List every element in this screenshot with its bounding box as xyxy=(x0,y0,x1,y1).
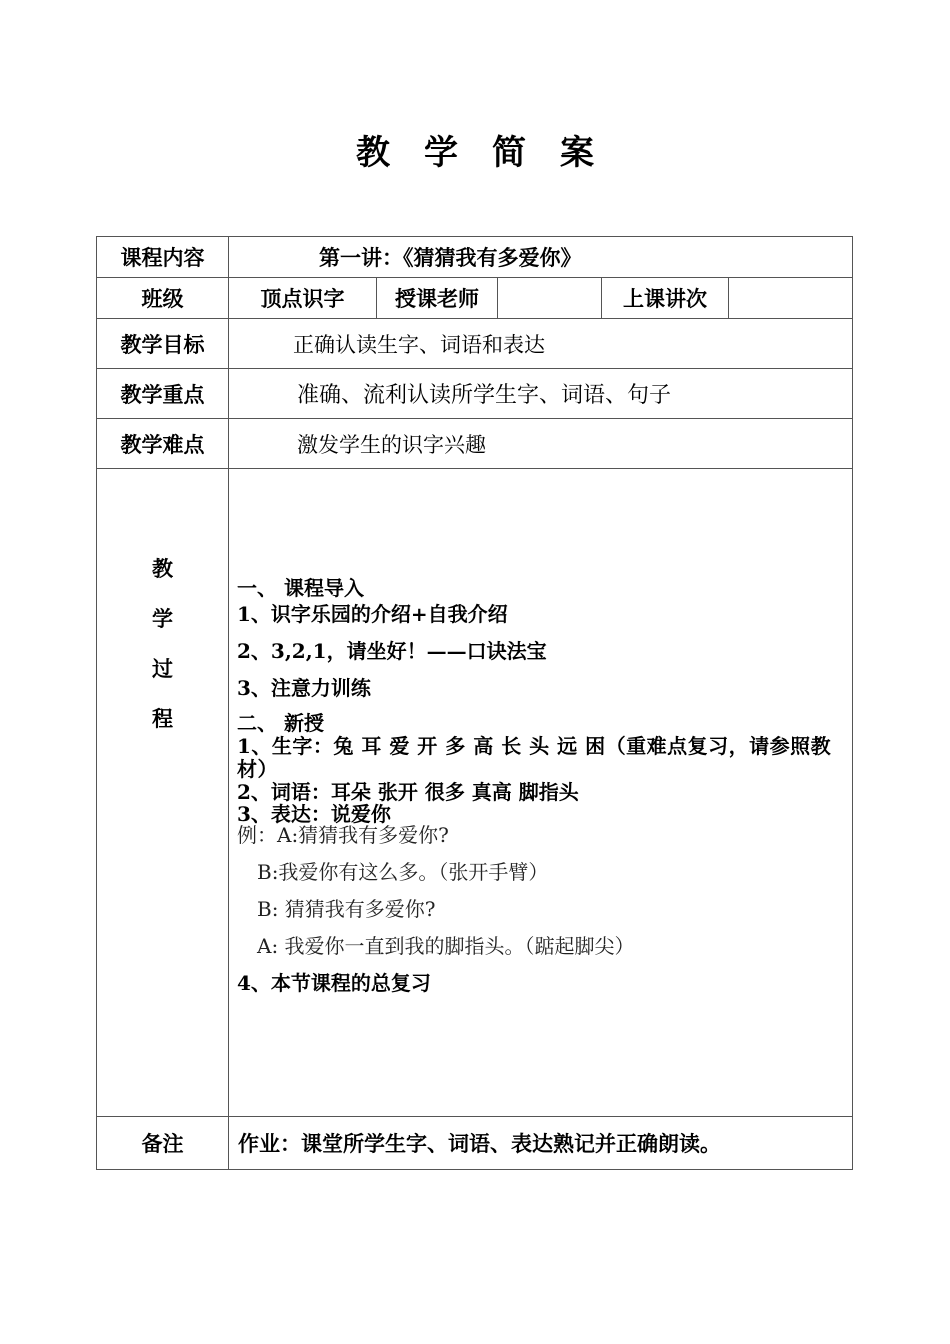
process-label-char: 程 xyxy=(152,706,173,731)
process-item: 3、表达：说爱你 xyxy=(237,802,391,826)
title-char: 学 xyxy=(424,133,458,173)
process-label-char: 过 xyxy=(152,656,173,681)
process-item: 1、识字乐园的介绍+自我介绍 xyxy=(237,602,508,626)
course-content-value: 第一讲：《猜猜我有多爱你》 xyxy=(228,237,852,277)
title-char: 教 xyxy=(356,133,390,173)
teaching-focus-label: 教学重点 xyxy=(120,381,205,407)
class-label: 班级 xyxy=(141,286,184,311)
teaching-goal-value: 正确认读生字、词语和表达 xyxy=(228,319,852,368)
example-line: B:我爱你有这么多。（张开手臂） xyxy=(257,860,549,884)
example-line: 例：A:猜猜我有多爱你? xyxy=(237,823,449,847)
example-line: B: 猜猜我有多爱你? xyxy=(257,897,436,921)
session-label: 上课讲次 xyxy=(601,278,728,318)
row-class-info xyxy=(97,278,852,319)
process-section-heading: 一、 课程导入 xyxy=(237,576,364,600)
teaching-process-content xyxy=(237,577,849,995)
remark-label: 备注 xyxy=(141,1131,184,1156)
title-char: 简 xyxy=(492,133,526,173)
process-item: 2、词语：耳朵 张开 很多 真高 脚指头 xyxy=(237,780,579,804)
example-line: A: 我爱你一直到我的脚指头。（踮起脚尖） xyxy=(257,934,635,958)
course-content-label: 课程内容 xyxy=(120,245,205,270)
teacher-value xyxy=(497,278,601,318)
remark-value: 作业：课堂所学生字、词语、表达熟记并正确朗读。 xyxy=(228,1117,852,1169)
row-teaching-difficulty xyxy=(97,419,852,469)
document-title xyxy=(0,125,950,174)
teaching-difficulty-value: 激发学生的识字兴趣 xyxy=(228,419,852,468)
process-item: 4、本节课程的总复习 xyxy=(237,971,431,995)
process-item: 2、3,2,1，请坐好！——口诀法宝 xyxy=(237,639,547,663)
row-teaching-focus xyxy=(97,369,852,419)
lesson-plan-table xyxy=(96,236,853,1170)
process-item: 3、注意力训练 xyxy=(237,676,371,700)
row-remark xyxy=(97,1117,852,1169)
row-teaching-process xyxy=(97,469,852,1117)
teaching-goal-label: 教学目标 xyxy=(120,331,205,357)
teaching-focus-value: 准确、流利认读所学生字、词语、句子 xyxy=(228,369,852,418)
process-label-char: 教 xyxy=(152,556,173,581)
session-value xyxy=(728,278,852,318)
teaching-process-label xyxy=(97,469,228,1116)
row-teaching-goal xyxy=(97,319,852,369)
process-section-heading: 二、 新授 xyxy=(237,711,324,735)
process-item: 1、生字：兔 耳 爱 开 多 高 长 头 远 困（重难点复习，请参照教材） xyxy=(237,734,832,781)
class-value: 顶点识字 xyxy=(228,278,376,318)
teacher-label: 授课老师 xyxy=(376,278,497,318)
title-char: 案 xyxy=(560,133,594,173)
row-course-content xyxy=(97,237,852,278)
process-label-char: 学 xyxy=(152,606,173,631)
teaching-difficulty-label: 教学难点 xyxy=(120,431,205,457)
